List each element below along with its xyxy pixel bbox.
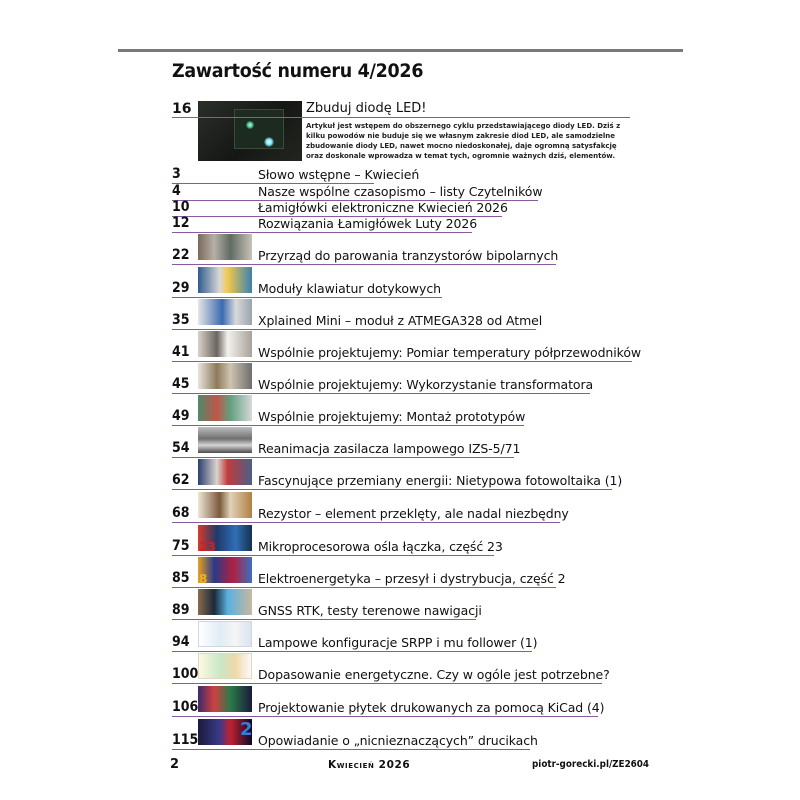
toc-title: Xplained Mini – moduł z ATMEGA328 od Atmel — [258, 313, 543, 328]
toc-page-number: 49 — [172, 408, 190, 424]
led-glow-green — [246, 121, 254, 129]
toc-underline — [172, 393, 590, 394]
toc-title: Wspólnie projektujemy: Pomiar temperatury półprzewodników — [258, 345, 641, 360]
toc-title: Łamigłówki elektroniczne Kwiecień 2026 — [258, 200, 508, 215]
toc-underline — [172, 683, 602, 684]
footer-page-number: 2 — [170, 757, 180, 772]
thumbnail-number-badge: 2 — [240, 719, 253, 740]
toc-underline — [172, 619, 476, 620]
toc-underline — [172, 457, 514, 458]
toc-title: Wspólnie projektujemy: Montaż prototypów — [258, 409, 526, 424]
toc-underline — [172, 716, 598, 717]
toc-page-number: 62 — [172, 472, 190, 488]
featured-led-photo — [198, 101, 302, 161]
thumbnail-transistor-tester — [198, 234, 252, 260]
toc-page-number: 41 — [172, 344, 190, 360]
toc-title: Przyrząd do parowania tranzystorów bipolarnych — [258, 248, 559, 263]
thumbnail-photovoltaics — [198, 459, 252, 485]
thumbnail-number-badge: 8 — [199, 572, 208, 586]
toc-page-number: 100 — [172, 666, 199, 682]
toc-title: Elektroenergetyka – przesył i dystrybucja, część 2 — [258, 571, 566, 586]
toc-page-number: 75 — [172, 538, 190, 554]
toc-title: Nasze wspólne czasopismo – listy Czytelników — [258, 184, 543, 199]
thumbnail-temperature — [198, 331, 252, 357]
page-title: Zawartość numeru 4/2026 — [172, 60, 424, 82]
toc-title: Moduły klawiatur dotykowych — [258, 281, 441, 296]
top-rule — [118, 49, 683, 52]
thumbnail-resistors — [198, 492, 252, 518]
toc-page-number: 10 — [172, 199, 190, 215]
toc-title: Mikroprocesorowa ośla łączka, część 23 — [258, 539, 503, 554]
thumbnail-matching-graph — [198, 653, 252, 679]
toc-title: Projektowanie płytek drukowanych za pomocą KiCad (4) — [258, 700, 605, 715]
toc-page-number: 22 — [172, 247, 190, 263]
toc-title: Rezystor – element przeklęty, ale nadal niezbędny — [258, 506, 569, 521]
featured-title[interactable]: Zbuduj diodę LED! — [306, 101, 427, 116]
toc-underline — [172, 297, 442, 298]
featured-underline — [172, 117, 630, 118]
toc-underline — [172, 329, 536, 330]
toc-page-number: 89 — [172, 602, 190, 618]
toc-underline — [172, 264, 556, 265]
toc-title: Wspólnie projektujemy: Wykorzystanie transformatora — [258, 377, 594, 392]
toc-title: Reanimacja zasilacza lampowego IZS-5/71 — [258, 441, 521, 456]
led-glow-blue — [264, 137, 274, 147]
thumbnail-transformer — [198, 363, 252, 389]
toc-page-number: 4 — [172, 183, 181, 199]
toc-underline — [172, 749, 530, 750]
thumbnail-touch-keypads — [198, 267, 252, 293]
featured-page-number[interactable]: 16 — [172, 101, 192, 117]
thumbnail-xplained-mini — [198, 299, 252, 325]
toc-underline — [172, 587, 556, 588]
toc-title: Lampowe konfiguracje SRPP i mu follower (1) — [258, 635, 538, 650]
toc-underline — [172, 555, 494, 556]
thumbnail-kicad — [198, 686, 252, 712]
toc-underline — [172, 232, 472, 233]
thumbnail-prototypes — [198, 395, 252, 421]
toc-page-number: 45 — [172, 376, 190, 392]
toc-title: Rozwiązania Łamigłówek Luty 2026 — [258, 216, 478, 231]
toc-page-number: 12 — [172, 215, 190, 231]
toc-page-number: 106 — [172, 699, 199, 715]
toc-underline — [172, 489, 612, 490]
toc-title: Fascynujące przemiany energii: Nietypowa fotowoltaika (1) — [258, 473, 623, 488]
thumbnail-tube-power-supply — [198, 427, 252, 453]
footer-issue-month: Kwiecień 2026 — [328, 759, 411, 771]
led-board-shape — [234, 109, 284, 149]
thumbnail-tube-schematic — [198, 621, 252, 647]
toc-underline — [172, 361, 632, 362]
toc-page-number: 35 — [172, 312, 190, 328]
thumbnail-gnss-device — [198, 589, 252, 615]
toc-title: Słowo wstępne – Kwiecień — [258, 167, 420, 182]
toc-page-number: 115 — [172, 732, 199, 748]
toc-page-number: 54 — [172, 440, 190, 456]
toc-page-number: 94 — [172, 634, 190, 650]
toc-title: GNSS RTK, testy terenowe nawigacji — [258, 603, 482, 618]
toc-underline — [172, 651, 532, 652]
featured-description: Artykuł jest wstępem do obszernego cyklu przedstawiającego diody LED. Dziś z kilku powodów nie buduje się we własnym zakresie diod LED, ale samodzielne zbudowanie diody LED, nawet mocno niedoskonałej, daje ogromną satysfakcję oraz doskonale wprowadza w temat tych, ogromnie ważnych dziś, elementów. — [306, 122, 621, 160]
toc-underline — [172, 522, 560, 523]
toc-underline — [172, 425, 524, 426]
toc-page-number: 85 — [172, 570, 190, 586]
footer-url[interactable]: piotr-gorecki.pl/ZE2604 — [532, 759, 650, 770]
toc-page-number: 3 — [172, 166, 181, 182]
toc-page-number: 29 — [172, 280, 190, 296]
toc-title: Opowiadanie o „nicnieznaczących” drucikach — [258, 733, 538, 748]
toc-title: Dopasowanie energetyczne. Czy w ogóle jest potrzebne? — [258, 667, 610, 682]
toc-page-number: 68 — [172, 505, 190, 521]
thumbnail-number-badge: 23 — [199, 540, 216, 554]
